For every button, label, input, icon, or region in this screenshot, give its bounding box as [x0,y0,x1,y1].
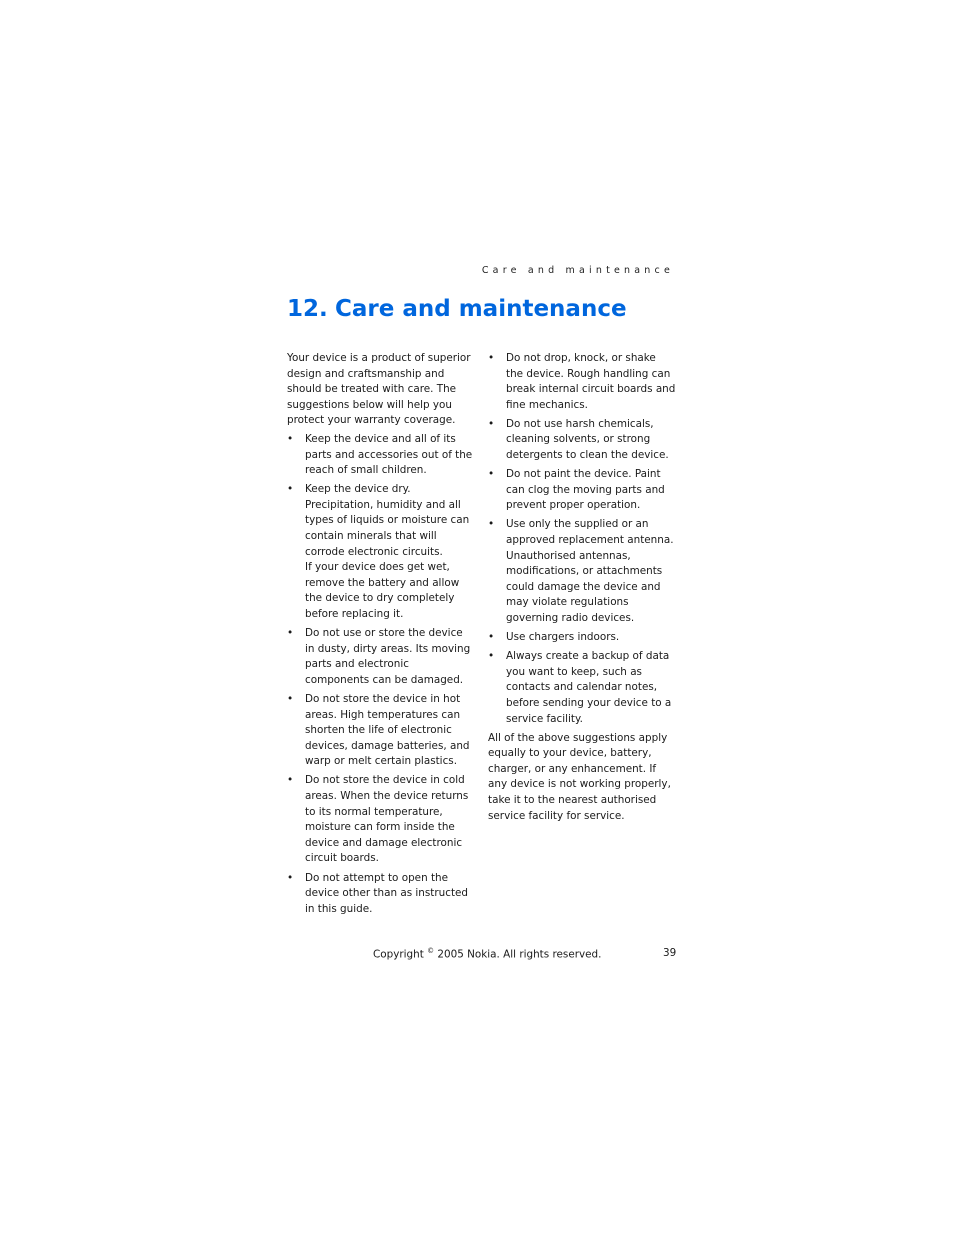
list-item: • Keep the device dry. Precipitation, humidity and all types of liquids or moisture can contain minerals that will corrode electronic circuits. If your device does get wet, remove the battery and allow the device to dry completely before replacing it. [287,482,475,622]
bullet-icon: • [488,650,495,663]
list-item: • Do not use or store the device in dusty, dirty areas. Its moving parts and electronic components can be damaged. [287,627,471,686]
bullet-icon: • [287,774,294,787]
bullet-icon: • [488,352,495,364]
bullet-icon: • [287,483,294,496]
left-bullet-list [287,432,475,917]
right-column [488,351,676,827]
copyright-notice: Copyright © 2005 Nokia. All rights reserved. [373,947,602,961]
list-item: • Keep the device and all of its parts and accessories out of the reach of small children. [287,432,473,477]
bullet-icon: • [488,518,495,531]
list-item: • Use chargers indoors. [488,630,676,646]
list-item: • Do not drop, knock, or shake the device. Rough handling can break internal circuit boards and fine mechanics. [488,352,676,411]
bullet-icon: • [488,631,495,644]
bullet-icon: • [287,432,294,445]
intro-paragraph: Your device is a product of superior design and craftsmanship and should be treated with care. The suggestions below will help you protect your warranty coverage. [287,352,471,427]
chapter-title [287,296,627,322]
copyright-symbol: © [427,947,435,955]
bullet-icon: • [488,417,495,430]
list-item: • Do not use harsh chemicals, cleaning solvents, or strong detergents to clean the device. [488,417,669,462]
list-item: • Do not store the device in hot areas. High temperatures can shorten the life of electronic devices, damage batteries, and warp or melt certain plastics. [287,692,470,768]
chapter-number: 12. [287,296,328,322]
bullet-icon: • [287,627,294,640]
left-column [287,351,475,921]
list-item: • Always create a backup of data you want to keep, such as contacts and calendar notes, before sending your device to a service facility. [488,650,672,725]
closing-paragraph: All of the above suggestions apply equally to your device, battery, charger, or any enhancement. If any device is not working properly, take it to the nearest authorised service facility for service. [488,731,671,822]
bullet-icon: • [287,871,294,884]
wet-note: If your device does get wet, remove the battery and allow the device to dry completely before replacing it. [305,561,460,620]
running-head: Care and maintenance [481,265,674,276]
list-item: • Do not store the device in cold areas. When the device returns to its normal temperature, moisture can form inside the device and damage electronic circuit boards. [287,774,469,865]
list-item: • Do not attempt to open the device other than as instructed in this guide. [287,871,469,915]
bullet-icon: • [287,692,294,705]
page-number: 39 [663,947,677,959]
bullet-icon: • [488,468,495,481]
list-item: • Use only the supplied or an approved replacement antenna. Unauthorised antennas, modifications, or attachments could damage the device and may violate regulations governing radio devices. [488,518,674,624]
right-bullet-list [488,351,676,727]
chapter-title-text: Care and maintenance [335,296,627,322]
list-item: • Do not paint the device. Paint can clog the moving parts and prevent proper operation. [488,468,665,512]
